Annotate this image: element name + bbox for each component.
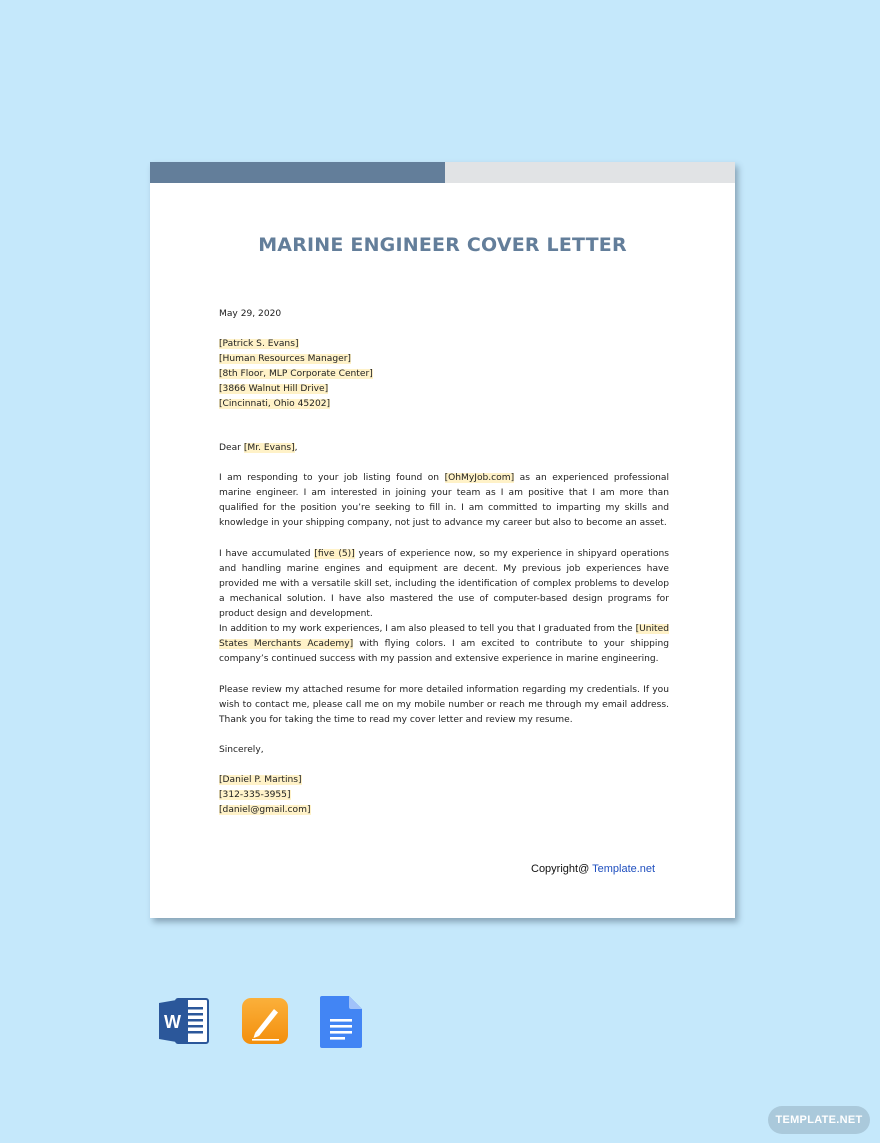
header-bar-right [445, 162, 735, 183]
apple-pages-icon[interactable] [241, 997, 289, 1045]
closing: Sincerely, [219, 745, 264, 755]
paragraph-2-before: I have accumulated [219, 549, 315, 559]
letter-date: May 29, 2020 [219, 309, 282, 319]
greeting-suffix: , [294, 443, 298, 453]
recipient-name: [Patrick S. Evans] [219, 339, 299, 349]
greeting-prefix: Dear [219, 443, 244, 453]
signature-name: [Daniel P. Martins] [219, 775, 302, 785]
page-title: MARINE ENGINEER COVER LETTER [258, 234, 627, 256]
recipient-address [219, 337, 669, 412]
paragraph-1-before: I am responding to your job listing found on [219, 473, 445, 483]
paragraph-2-highlight: [five (5)] [314, 549, 355, 559]
signature-email: [daniel@gmail.com] [219, 805, 311, 816]
paragraph-2-after: years of experience now, so my experience in shipyard operations and handling marine engines and equipment are decent. My previous job experiences have provided me with a versatile skill set, including the identification of complex problems to develop a mechanical solution. I have also mastered the use of computer-based design programs for product design and development. [219, 549, 670, 620]
google-docs-icon[interactable] [319, 995, 363, 1049]
letter-page [150, 162, 735, 918]
recipient-street: [3866 Walnut Hill Drive] [219, 384, 329, 395]
copyright-note [531, 863, 655, 875]
paragraph-3 [219, 622, 669, 667]
copyright-label: Copyright@ [531, 863, 593, 875]
paragraph-3-before: In addition to my work experiences, I am also pleased to tell you that I graduated from the [219, 624, 636, 634]
signature-phone: [312-335-3955] [219, 790, 291, 801]
signature-block [219, 773, 669, 818]
paragraph-2 [219, 547, 669, 622]
header-bar-left [150, 162, 445, 183]
recipient-city: [Cincinnati, Ohio 45202] [219, 399, 331, 410]
recipient-position: [Human Resources Manager] [219, 354, 351, 365]
template-net-badge[interactable]: TEMPLATE.NET [768, 1106, 870, 1134]
paragraph-3-after: with flying colors. I am excited to contribute to your shipping company’s continued success with my passion and extensive experience in marine engineering. [219, 639, 669, 665]
copyright-link[interactable]: Template.net [592, 863, 656, 875]
microsoft-word-icon[interactable] [158, 997, 210, 1045]
paragraph-4: Please review my attached resume for more detailed information regarding my credentials. If you wish to contact me, please call me on my mobile number or reach me through my email address. Thank you for taking the time to read my cover letter and review my resume. [219, 685, 669, 726]
paragraph-1 [219, 471, 669, 531]
recipient-floor: [8th Floor, MLP Corporate Center] [219, 369, 373, 380]
greeting [219, 441, 669, 456]
greeting-name: [Mr. Evans] [243, 443, 295, 453]
paragraph-3-highlight: [United States Merchants Academy] [219, 624, 669, 650]
paragraph-1-highlight: [OhMyJob.com] [444, 473, 515, 483]
paragraph-1-after: as an experienced professional marine engineer. I am interested in joining your team as I am positive that I am more than qualified for the position you’re seeking to fill in. I am committed to imparting my skills and knowledge in your shipping company, not just to advance my career but also to become an asset. [219, 473, 670, 529]
word-letter: W [164, 1012, 181, 1032]
